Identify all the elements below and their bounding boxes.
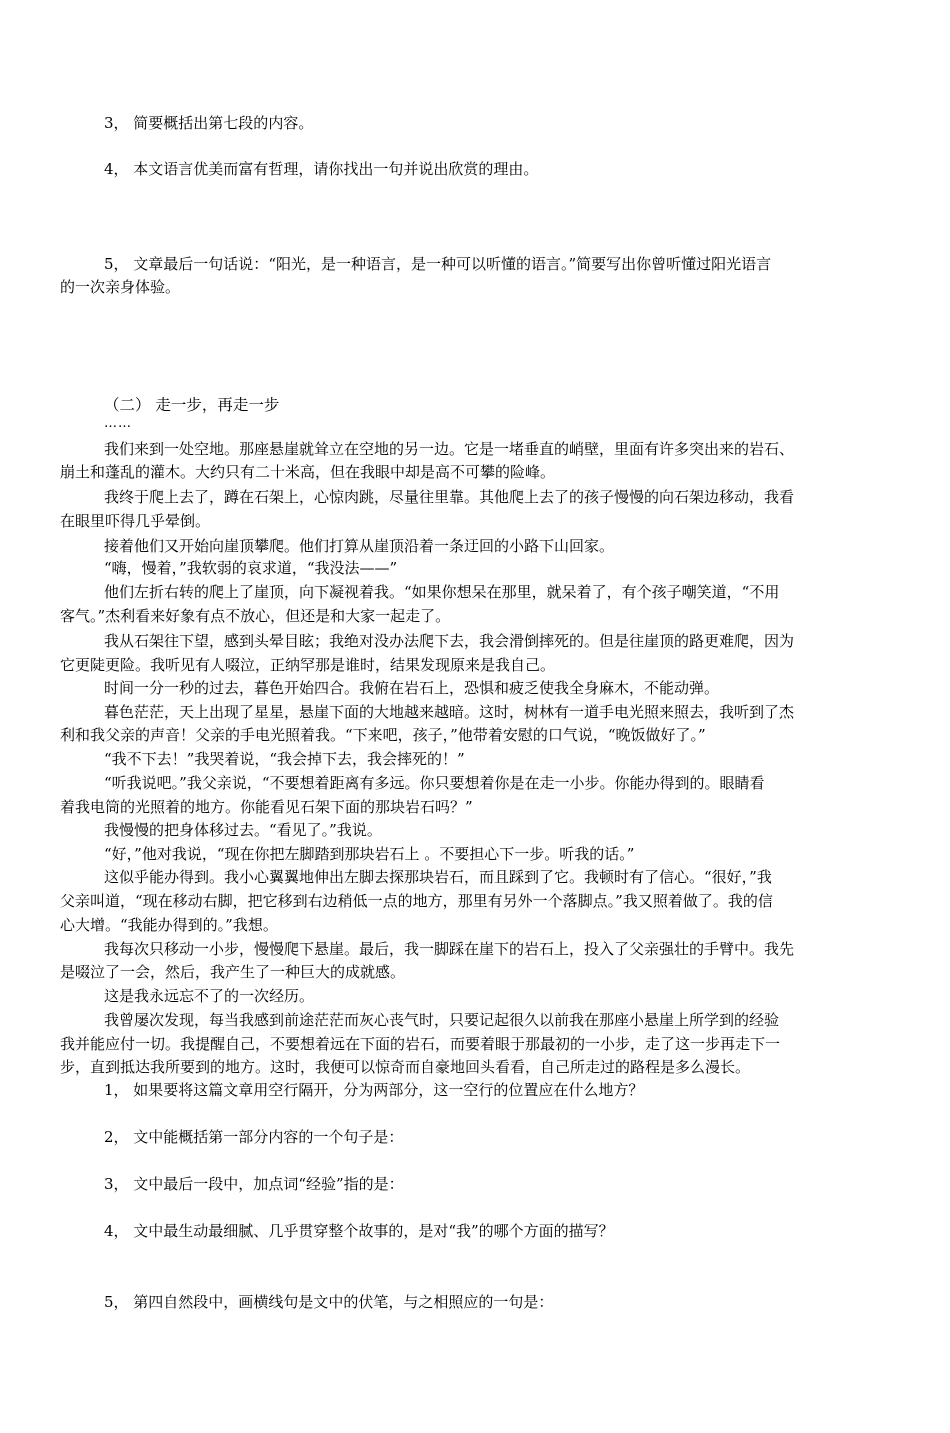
body-line: 接着他们又开始向崖顶攀爬。他们打算从崖顶沿着一条迂回的小路下山回家。 bbox=[104, 537, 615, 555]
body-line: 我从石架往下望，感到头晕目眩；我绝对没办法爬下去，我会滑倒摔死的。但是往崖顶的路更难爬，因为 bbox=[104, 632, 795, 650]
body-line: “我不下去！”我哭着说，“我会掉下去，我会摔死的！” bbox=[104, 750, 465, 768]
body-line: “听我说吧。”我父亲说，“不要想着距离有多远。你只要想着你是在走一小步。你能办得到的。眼睛看 bbox=[104, 774, 765, 792]
question-3-part-two: 3， 文中最后一段中，加点词“经验”指的是： bbox=[104, 1175, 404, 1193]
body-line: 利和我父亲的声音！父亲的手电光照着我。“下来吧，孩子，”他带着安慰的口气说，“晚饭做好了。” bbox=[60, 726, 706, 744]
body-line: 是啜泣了一会，然后，我产生了一种巨大的成就感。 bbox=[60, 963, 406, 981]
question-3-part-one: 3， 简要概括出第七段的内容。 bbox=[104, 114, 314, 132]
question-2-part-two: 2， 文中能概括第一部分内容的一个句子是： bbox=[104, 1128, 404, 1146]
body-line: 客气。”杰利看来好象有点不放心，但还是和大家一起走了。 bbox=[60, 607, 451, 625]
body-line: 我曾屡次发现，每当我感到前途茫茫而灰心丧气时，只要记起很久以前我在那座小悬崖上所学到的经验 bbox=[104, 1011, 780, 1029]
body-line: 步，直到抵达我所要到的地方。这时，我便可以惊奇而自豪地回头看看，自己所走过的路程是多么漫长。 bbox=[60, 1058, 751, 1076]
ellipsis-mark: …… bbox=[104, 416, 132, 431]
body-line: 我慢慢的把身体移过去。“看见了。”我说。 bbox=[104, 821, 382, 839]
question-5-part-one-continued: 的一次亲身体验。 bbox=[60, 278, 181, 296]
body-line: 在眼里吓得几乎晕倒。 bbox=[60, 512, 211, 530]
body-line: 我们来到一处空地。那座悬崖就耸立在空地的另一边。它是一堵垂直的峭壁，里面有许多突出来的岩石、 bbox=[104, 440, 795, 458]
body-line: 这似乎能办得到。我小心翼翼地伸出左脚去探那块岩石，而且踩到了它。我顿时有了信心。“很好，”我 bbox=[104, 868, 772, 886]
body-line: 我终于爬上去了，蹲在石架上，心惊肉跳，尽量往里靠。其他爬上去了的孩子慢慢的向石架边移动，我看 bbox=[104, 488, 795, 506]
body-line: 时间一分一秒的过去，暮色开始四合。我俯在岩石上，恐惧和疲乏使我全身麻木，不能动弹。 bbox=[104, 679, 720, 697]
body-line: 我并能应付一切。我提醒自己，不要想着远在下面的岩石，而要着眼于那最初的一小步，走了这一步再走下一 bbox=[60, 1035, 781, 1053]
question-4-part-one: 4， 本文语言优美而富有哲理，请你找出一句并说出欣赏的理由。 bbox=[104, 160, 539, 178]
question-1-part-two: 1， 如果要将这篇文章用空行隔开，分为两部分，这一空行的位置应在什么地方？ bbox=[104, 1081, 644, 1099]
body-line: 暮色茫茫，天上出现了星星，悬崖下面的大地越来越暗。这时，树林有一道手电光照来照去，我听到了杰 bbox=[104, 703, 795, 721]
body-line: 这是我永远忘不了的一次经历。 bbox=[104, 987, 315, 1005]
question-5-part-one: 5， 文章最后一句话说：“阳光，是一种语言，是一种可以听懂的语言。”简要写出你曾听懂过阳光语言 bbox=[104, 255, 772, 273]
body-line: 着我电筒的光照着的地方。你能看见石架下面的那块岩石吗？” bbox=[60, 798, 473, 816]
section-heading: （二） 走一步，再走一步 bbox=[104, 396, 280, 414]
body-line: “嗨，慢着，”我软弱的哀求道，“我没法——” bbox=[104, 559, 398, 577]
question-4-part-two: 4， 文中最生动最细腻、几乎贯穿整个故事的，是对“我”的哪个方面的描写？ bbox=[104, 1222, 614, 1240]
body-line: “好，”他对我说，“现在你把左脚踏到那块岩石上 。不要担心下一步。听我的话。” bbox=[104, 845, 635, 863]
body-line: 心大增。“我能办得到的。”我想。 bbox=[60, 916, 278, 934]
body-line: 它更陡更险。我听见有人啜泣，正纳罕那是谁时，结果发现原来是我自己。 bbox=[60, 656, 556, 674]
question-5-part-two: 5， 第四自然段中，画横线句是文中的伏笔，与之相照应的一句是： bbox=[104, 1293, 554, 1311]
body-line: 他们左折右转的爬上了崖顶，向下凝视着我。“如果你想呆在那里，就呆着了，有个孩子嘲笑道，“不用 bbox=[104, 583, 780, 601]
body-line: 我每次只移动一小步，慢慢爬下悬崖。最后，我一脚踩在崖下的岩石上，投入了父亲强壮的手臂中。我先 bbox=[104, 940, 795, 958]
body-line: 父亲叫道，“现在移动右脚，把它移到右边稍低一点的地方，那里有另外一个落脚点。”我又照着做了。我的信 bbox=[60, 892, 773, 910]
body-line: 崩土和蓬乱的灌木。大约只有二十米高，但在我眼中却是高不可攀的险峰。 bbox=[60, 463, 556, 481]
